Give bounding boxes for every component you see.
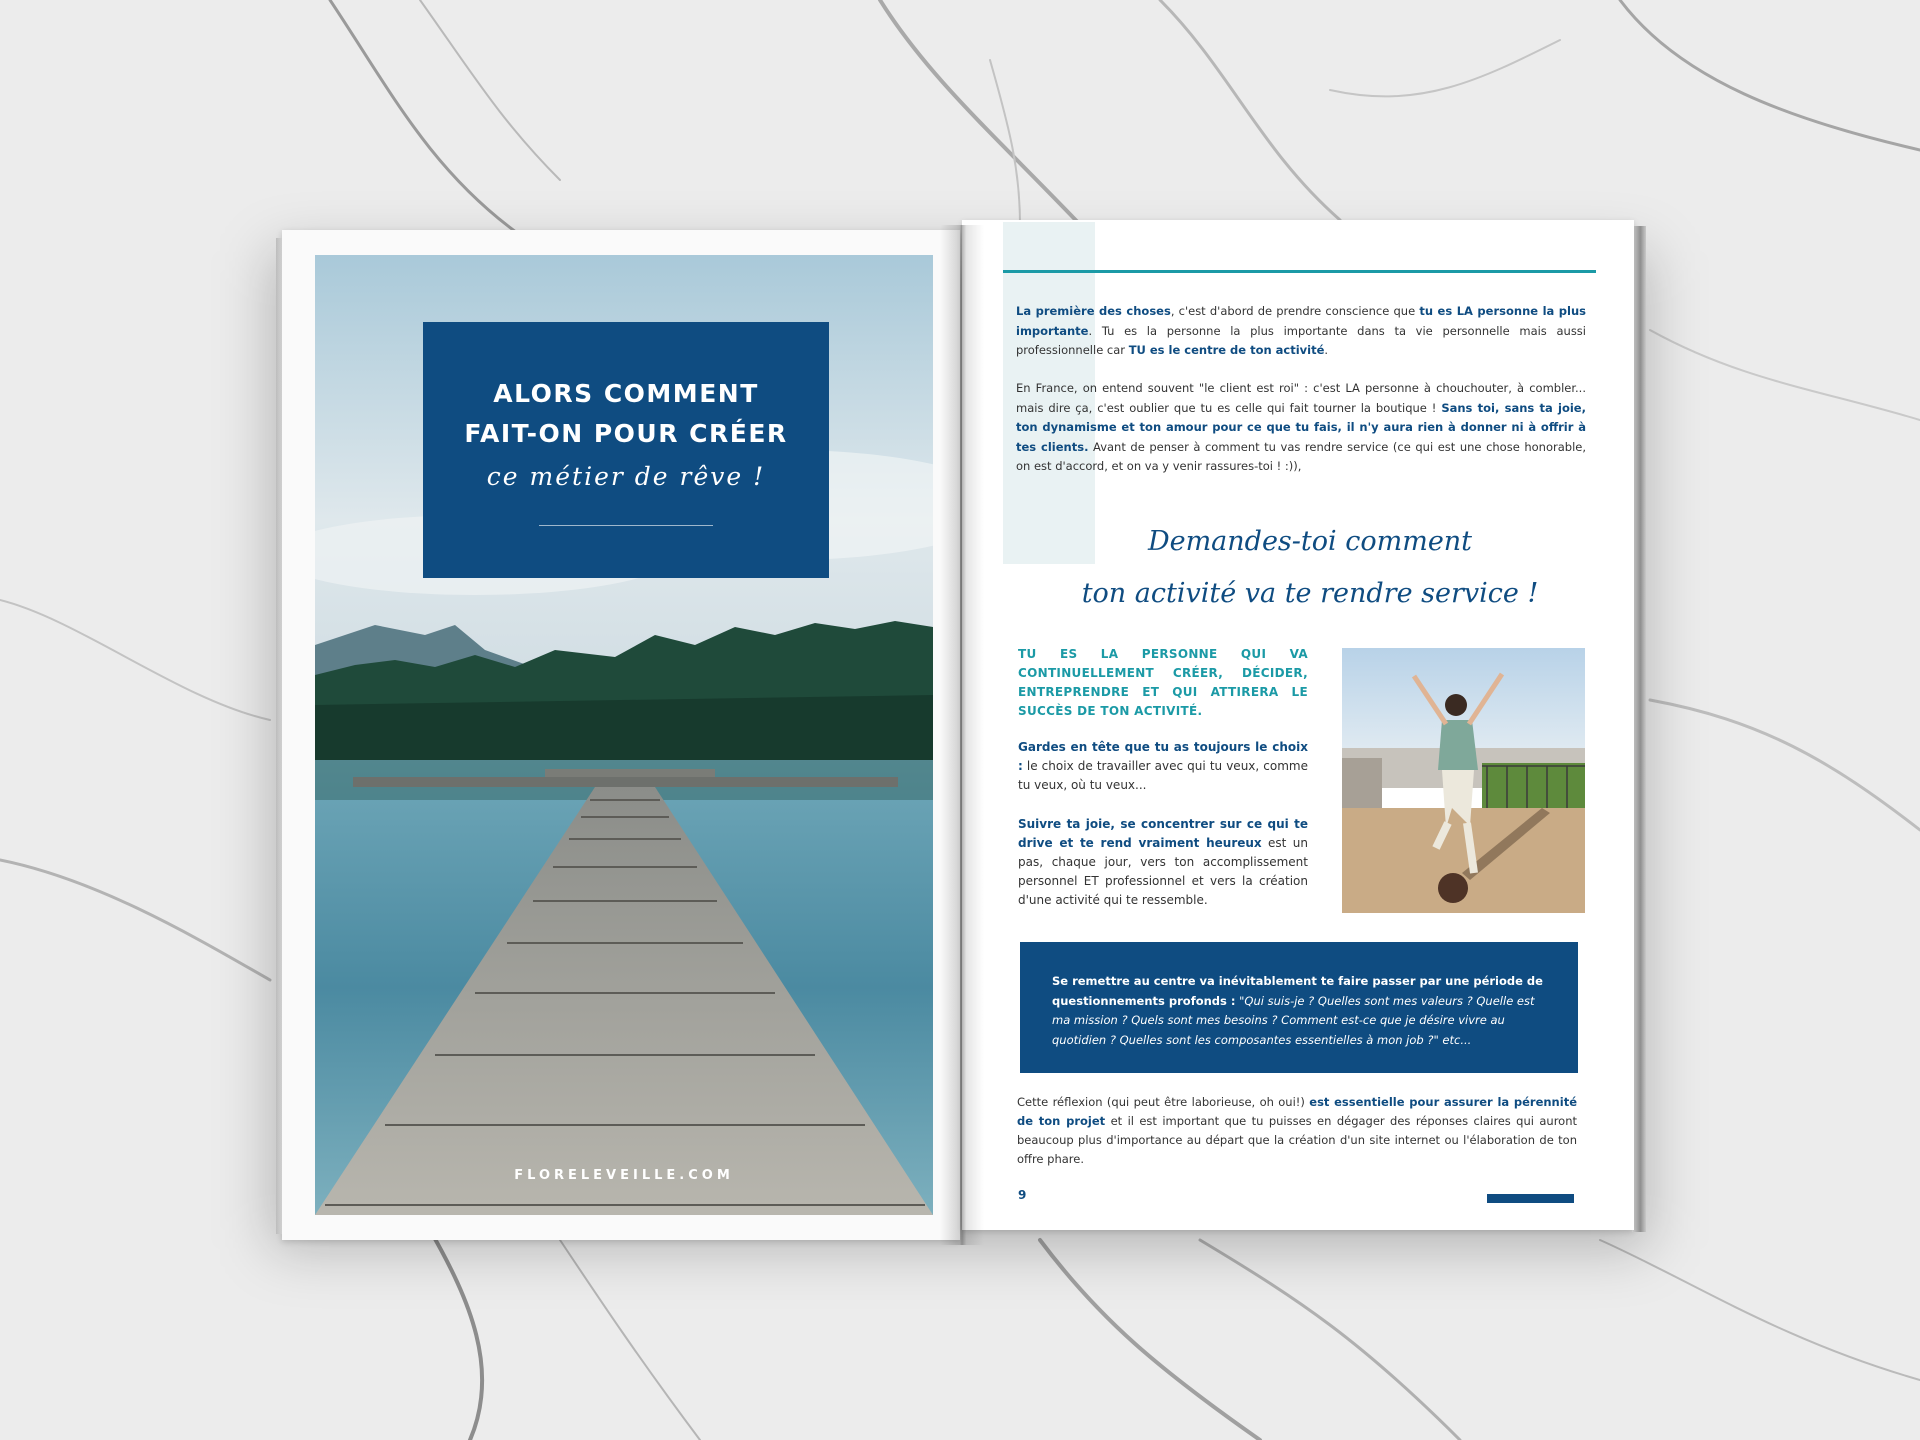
choice-text: le choix de travailler avec qui tu veux, comme tu veux, où tu veux... — [1018, 759, 1308, 792]
woman-celebrating-photo — [1342, 648, 1585, 913]
title-line-1: ALORS COMMENT — [493, 379, 759, 408]
right-page-edge — [1632, 226, 1646, 1232]
joy-bold: Suivre ta joie, se concentrer sur ce qui te drive et te rend vraiment heureux — [1018, 817, 1308, 850]
intro-bold-3: TU es le centre de ton activité — [1128, 343, 1325, 357]
title-script: ce métier de rêve ! — [486, 462, 766, 491]
intro-p2-text-1: En France, on entend souvent "le client est roi" : c'est LA personne à chouchouter, à combler... mais dire ça, c'est oublier que tu es celle qui fait tourner la boutique ! — [1016, 381, 1586, 415]
quote-box — [1020, 942, 1578, 1073]
joy-text: est un pas, chaque jour, vers ton accomplissement personnel ET professionnel et vers la création d'une activité qui te ressemble. — [1018, 836, 1308, 907]
intro-paragraph-1 — [1016, 302, 1586, 361]
intro-text-2: . Tu es la personne la plus importante dans ta vie personnelle mais aussi professionnelle car — [1016, 323, 1586, 357]
joy-paragraph — [1018, 815, 1308, 910]
title-divider — [539, 525, 713, 526]
intro-paragraph-2 — [1016, 379, 1586, 477]
intro-text-3: . — [1324, 343, 1329, 357]
intro-p2-bold: Sans toi, sans ta joie, ton dynamisme et ton amour pour ce que tu fais, il n'y aura rien à donner ni à offrir à tes clients. — [1016, 400, 1586, 454]
intro-text-1: , c'est d'abord de prendre conscience que — [1170, 304, 1420, 318]
intro-bold-1: La première des choses — [1016, 304, 1171, 318]
final-text-2: et il est important que tu puisses en dégager des réponses claires qui auront beaucoup plus d'importance au départ que la création d'un site internet ou l'élaboration de ton offre phare. — [1017, 1114, 1577, 1166]
script-heading-line-2: ton activité va te rendre service ! — [1081, 578, 1539, 609]
intro-p2-text-2: Avant de penser à comment tu vas rendre service (ce qui est une chose honorable, on est d'accord, et on va y venir rassures-toi ! :)), — [1016, 439, 1586, 473]
website-url: FLORELEVEILLE.COM — [514, 1168, 734, 1183]
final-bold: est essentielle pour assurer la pérennité de ton projet — [1017, 1095, 1577, 1128]
final-paragraph — [1017, 1093, 1577, 1169]
quote-italic: "Qui suis-je ? Quelles sont mes valeurs ? Quelle est ma mission ? Quels sont mes besoins ? Comment est-ce que je désire vivre au quotidien ? Quelles sont les composantes essentielles à mon job ?" etc... — [1052, 993, 1535, 1047]
quote-text — [1052, 972, 1550, 1050]
title-box — [423, 322, 829, 578]
intro-bold-2: tu es LA personne la plus importante — [1016, 304, 1586, 338]
choice-paragraph — [1018, 738, 1308, 795]
title-line-2: FAIT-ON POUR CRÉER — [464, 419, 788, 448]
script-heading-line-1: Demandes-toi comment — [1147, 526, 1473, 557]
page-number: 9 — [1018, 1188, 1027, 1202]
script-heading — [1040, 516, 1580, 620]
choice-bold: Gardes en tête que tu as toujours le choix : — [1018, 740, 1308, 773]
quote-bold: Se remettre au centre va inévitablement te faire passer par une période de questionnements profonds : — [1052, 974, 1543, 1008]
top-rule — [1003, 270, 1596, 273]
final-text-1: Cette réflexion (qui peut être laborieuse, oh oui!) — [1017, 1095, 1310, 1109]
caps-callout: TU ES LA PERSONNE QUI VA CONTINUELLEMENT CRÉER, DÉCIDER, ENTREPRENDRE ET QUI ATTIRERA LE SUCCÈS DE TON ACTIVITÉ. — [1018, 647, 1308, 718]
bottom-accent-bar — [1487, 1194, 1574, 1203]
